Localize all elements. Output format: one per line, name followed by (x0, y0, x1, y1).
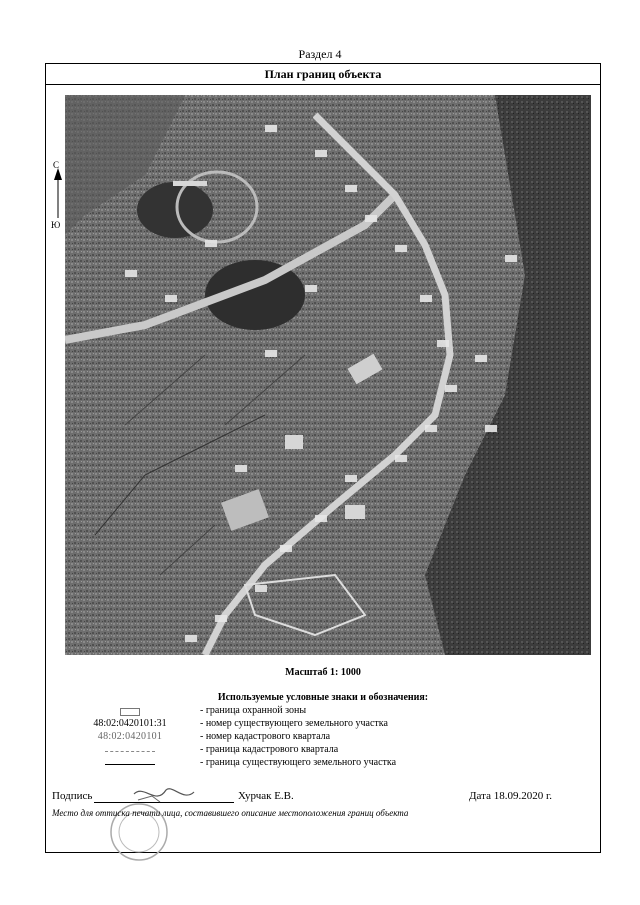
legend-row (66, 744, 586, 757)
legend-text: - номер существующего земельного участка (200, 718, 388, 729)
signature-label: Подпись (52, 790, 93, 802)
legend-title: Используемые условные знаки и обозначения: (217, 692, 429, 703)
quarter-boundary-symbol (105, 751, 155, 752)
plan-title: План границ объекта (46, 64, 600, 85)
protection-zone-symbol (120, 708, 140, 716)
stamp-and-signature-image (94, 784, 204, 864)
section-title: Раздел 4 (298, 47, 342, 61)
parcel-boundary-symbol (105, 764, 155, 765)
legend-row (66, 705, 586, 718)
legend-text: - граница существующего земельного участка (200, 757, 397, 768)
legend-row (66, 731, 586, 744)
legend-row (66, 718, 586, 731)
signature-date: Дата 18.09.2020 г. (469, 790, 552, 802)
legend-text: - граница кадастрового квартала (200, 744, 339, 755)
scale-label: Масштаб 1: 1000 (285, 667, 361, 678)
legend-text: - граница охранной зоны (200, 705, 307, 716)
compass-south-label: Ю (51, 220, 61, 230)
aerial-map-image (65, 95, 591, 655)
signer-name: Хурчак Е.В. (238, 790, 294, 802)
compass-icon (51, 160, 65, 230)
parcel-number-symbol: 48:02:0420101:31 (93, 718, 167, 729)
quarter-number-symbol: 48:02:0420101 (97, 731, 163, 742)
legend (66, 705, 586, 770)
compass-north-label: С (53, 160, 60, 170)
stamp-place-caption: Место для оттиска печати лица, составившего описание местоположения границ объекта (52, 808, 409, 818)
legend-text: - номер кадастрового квартала (200, 731, 331, 742)
plan-frame (45, 63, 601, 853)
legend-row (66, 757, 586, 770)
